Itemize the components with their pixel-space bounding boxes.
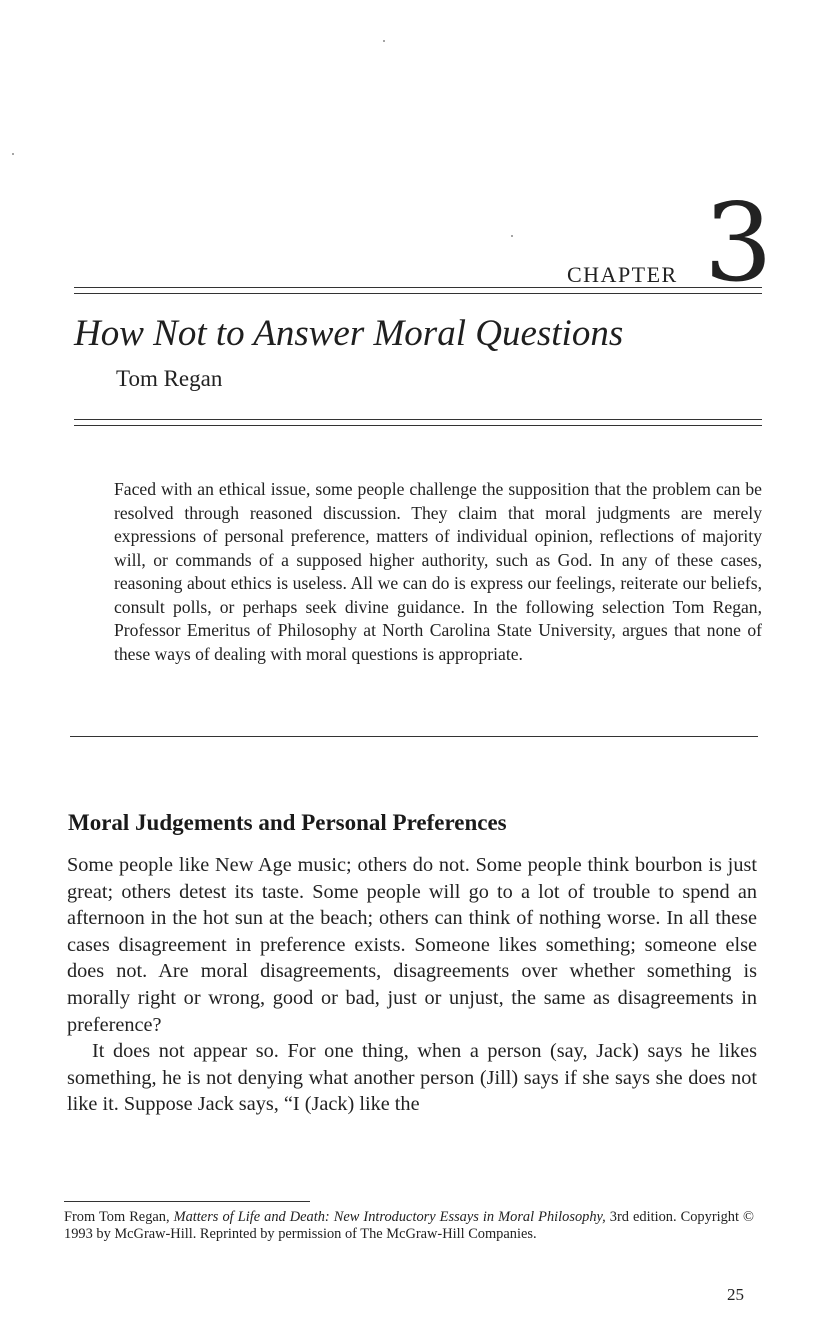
- scan-speck: [12, 153, 14, 155]
- page-number: 25: [727, 1285, 744, 1304]
- header-rule-top: [74, 287, 762, 288]
- title-rule-top: [74, 419, 762, 420]
- chapter-label: CHAPTER: [567, 262, 678, 287]
- scan-speck: [511, 235, 513, 237]
- source-footnote: [64, 1209, 754, 1243]
- footnote-rule: [64, 1201, 310, 1202]
- body-paragraph: It does not appear so. For one thing, when a person (say, Jack) says he likes something, he is not denying what another person (Jill) says if she says she does not like it. Suppose Jack says, “I (Jack) like the: [67, 1040, 757, 1116]
- footnote-suffix: 3rd edition. Copyright © 1993 by McGraw-Hill. Reprinted by permission of The McGraw-Hill Companies.: [64, 1209, 754, 1242]
- section-heading: Moral Judgements and Personal Preferences: [68, 810, 507, 835]
- author-name: Tom Regan: [116, 366, 223, 391]
- chapter-title: How Not to Answer Moral Questions: [74, 313, 624, 354]
- scan-speck: [383, 40, 385, 42]
- body-text: [67, 852, 757, 1118]
- header-rule-bottom: [74, 293, 762, 294]
- title-rule-bottom: [74, 425, 762, 426]
- chapter-number: 3: [704, 181, 773, 306]
- chapter-abstract: Faced with an ethical issue, some people challenge the supposition that the problem can be resolved through reasoned discussion. They claim that moral judgments are merely expressions of personal preference, matters of individual opinion, reflections of majority will, or commands of a supposed higher authority, such as God. In any of these cases, reasoning about ethics is useless. All we can do is express our feelings, reiterate our beliefs, consult polls, or perhaps seek divine guidance. In the following selection Tom Regan, Professor Emeritus of Philosophy at North Carolina State University, argues that none of these ways of dealing with moral questions is appropriate.: [114, 479, 762, 664]
- footnote-book-title: Matters of Life and Death: New Introductory Essays in Moral Philosophy,: [173, 1209, 606, 1225]
- body-paragraph: Some people like New Age music; others do not. Some people think bourbon is just great; others detest its taste. Some people will go to a lot of trouble to spend an afternoon in the hot sun at the beach; others can think of nothing worse. In all these cases disagreement in preference exists. Someone likes something; someone else does not. Are moral disagreements, disagreements over whether something is morally right or wrong, good or bad, just or unjust, the same as disagreements in preference?: [67, 854, 757, 1036]
- footnote-prefix: From Tom Regan,: [64, 1209, 174, 1225]
- abstract-rule: [70, 736, 758, 737]
